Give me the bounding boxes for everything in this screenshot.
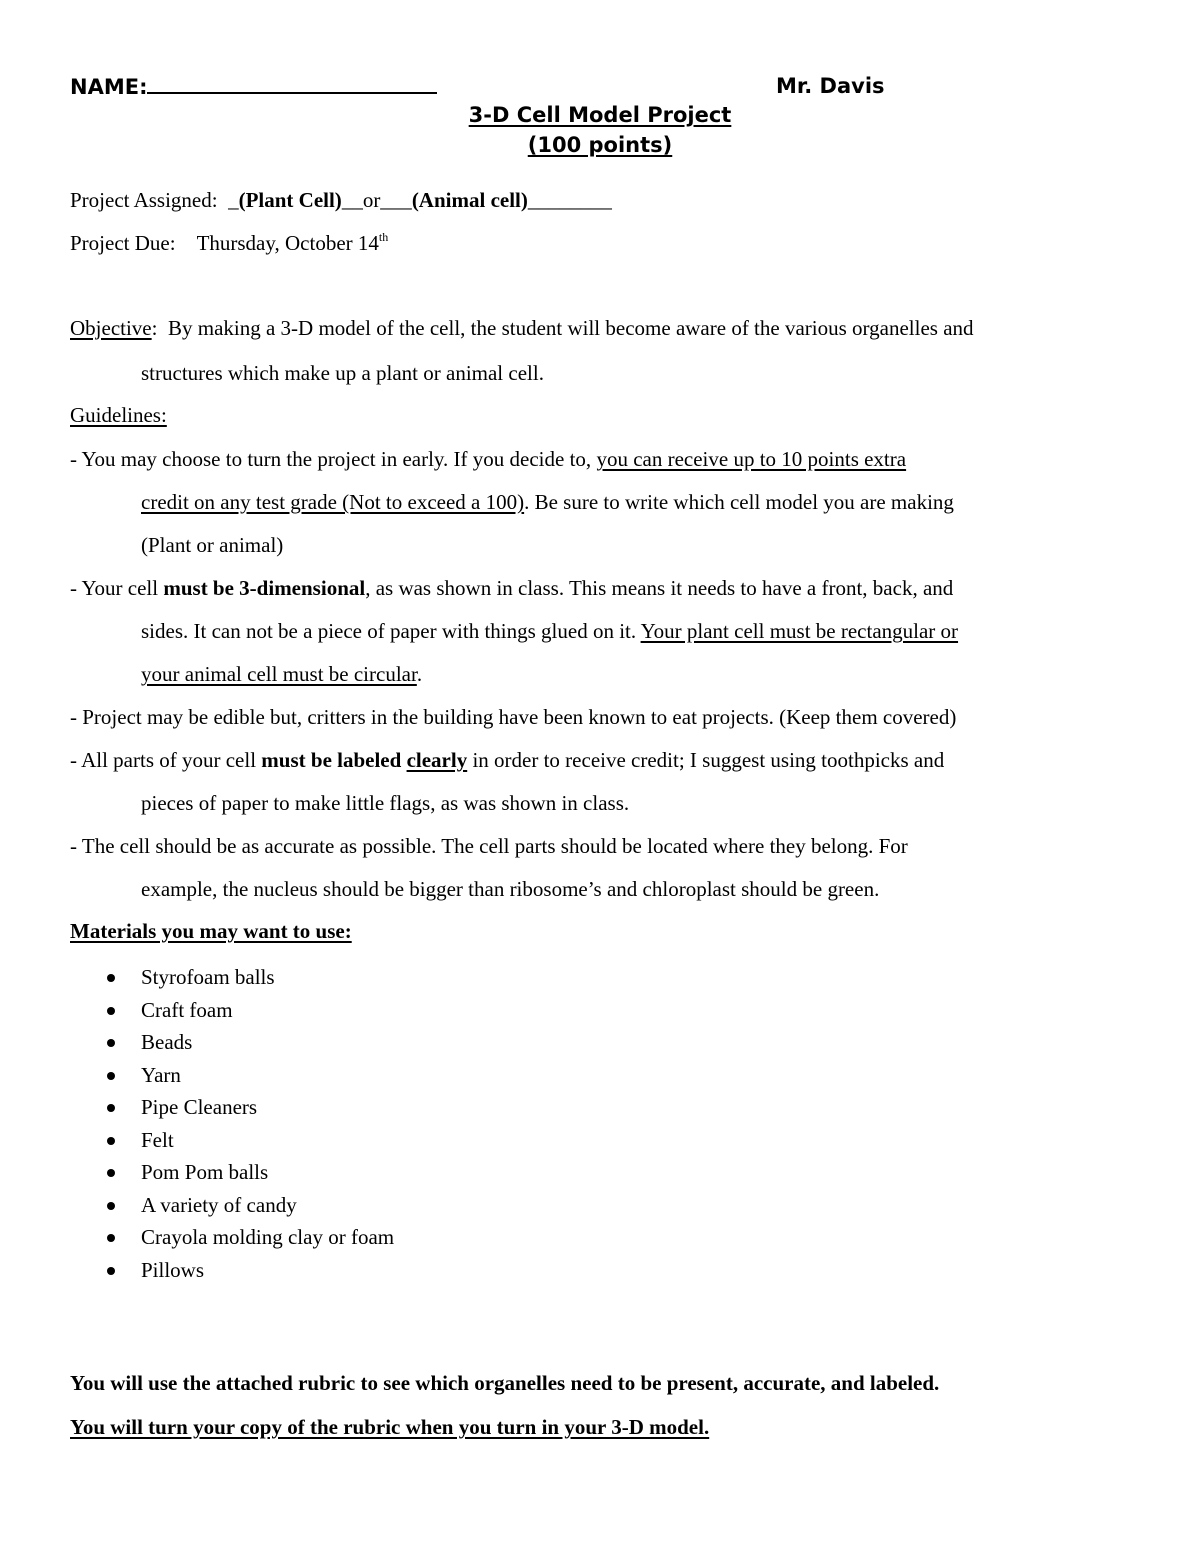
bullet-icon (107, 1039, 115, 1047)
guideline-1-text-cont: . Be sure to write which cell model you are making (524, 490, 954, 514)
guideline-4-text: - All parts of your cell (70, 748, 262, 772)
project-due-line (70, 231, 388, 256)
guideline-1-extra-credit-cont: credit on any test grade (Not to exceed a 100) (141, 490, 525, 514)
guideline-3: - Project may be edible but, critters in the building have been known to eat projects. (Keep them covered) (70, 705, 957, 729)
guideline-2-text: - Your cell (70, 576, 164, 600)
guideline-2-line-1 (70, 576, 953, 601)
due-label: Project Due: (70, 231, 176, 255)
rubric-instruction: You will use the attached rubric to see which organelles need to be present, accurate, and labeled. (70, 1371, 940, 1395)
teacher-name: Mr. Davis (776, 74, 885, 98)
bullet-icon (107, 1007, 115, 1015)
guideline-1-extra-credit: you can receive up to 10 points extra (596, 447, 907, 471)
material-item: Felt (141, 1127, 174, 1152)
bullet-icon (107, 1267, 115, 1275)
guideline-2-line-2 (141, 619, 958, 644)
or-separator: __or___ (341, 188, 412, 212)
bullet-icon (107, 1137, 115, 1145)
name-blank-line[interactable] (147, 74, 437, 94)
material-item: Beads (141, 1030, 193, 1054)
guideline-1-line-2 (141, 490, 954, 515)
guideline-5-line-1: - The cell should be as accurate as possible. The cell parts should be located where they belong. For (70, 834, 908, 858)
guideline-2-period: . (416, 662, 423, 686)
material-item: A variety of candy (141, 1192, 297, 1217)
assigned-blank: _ (228, 188, 239, 212)
rubric-turn-in-instruction: You will turn your copy of the rubric when you turn in your 3-D model. (70, 1415, 710, 1439)
material-item: Pipe Cleaners (141, 1095, 258, 1119)
objective-label: Objective (70, 316, 152, 340)
name-field (70, 74, 437, 99)
guideline-4-line-1 (70, 748, 944, 773)
guideline-1-line-3: (Plant or animal) (141, 533, 284, 557)
due-date: Thursday, October 14 (196, 231, 379, 255)
bullet-icon (107, 1234, 115, 1242)
objective-line-2: structures which make up a plant or animal cell. (141, 361, 544, 385)
guideline-2-text-cont: , as was shown in class. This means it needs to have a front, back, and (365, 576, 954, 600)
document-title: 3-D Cell Model Project (468, 103, 732, 127)
project-assigned-line (70, 188, 612, 213)
guideline-5-line-2: example, the nucleus should be bigger than ribosome’s and chloroplast should be green. (141, 877, 880, 901)
material-item: Pom Pom balls (141, 1160, 269, 1184)
guideline-4-text-cont: in order to receive credit; I suggest using toothpicks and (467, 748, 945, 772)
assigned-blank-end: ________ (527, 188, 612, 212)
material-item: Pillows (141, 1257, 205, 1282)
guideline-2-text-2: sides. It can not be a piece of paper with things glued on it. (141, 619, 641, 643)
guideline-2-shape-rule: Your plant cell must be rectangular or (640, 619, 959, 643)
bullet-icon (107, 1072, 115, 1080)
points-subtitle: (100 points) (527, 133, 673, 157)
objective-colon: : (151, 316, 158, 340)
guideline-2-shape-rule-cont: your animal cell must be circular (141, 662, 417, 686)
guideline-1-text: - You may choose to turn the project in early. If you decide to, (70, 447, 597, 471)
material-item: Styrofoam balls (141, 965, 275, 989)
guideline-2-bold: must be 3-dimensional (163, 576, 366, 600)
guideline-1-line-1 (70, 447, 906, 472)
bullet-icon (107, 1104, 115, 1112)
material-item: Crayola molding clay or foam (141, 1225, 395, 1249)
objective-line-1 (70, 316, 974, 341)
bullet-icon (107, 1169, 115, 1177)
material-item: Craft foam (141, 997, 233, 1022)
assigned-label: Project Assigned: (70, 188, 218, 212)
bullet-icon (107, 1202, 115, 1210)
material-item: Yarn (141, 1062, 181, 1087)
objective-text-1: By making a 3-D model of the cell, the student will become aware of the various organelles and (167, 316, 974, 340)
plant-cell-option: (Plant Cell) (238, 188, 342, 212)
guideline-4-clearly: clearly (406, 748, 468, 772)
name-label: NAME: (70, 75, 148, 99)
guidelines-label: Guidelines: (70, 403, 167, 427)
guideline-2-line-3 (141, 662, 422, 687)
animal-cell-option: (Animal cell) (411, 188, 528, 212)
guideline-4-bold: must be labeled (261, 748, 407, 772)
guideline-4-line-2: pieces of paper to make little flags, as was shown in class. (141, 791, 630, 815)
materials-heading: Materials you may want to use: (70, 919, 352, 943)
due-date-suffix: th (378, 230, 389, 244)
bullet-icon (107, 974, 115, 982)
